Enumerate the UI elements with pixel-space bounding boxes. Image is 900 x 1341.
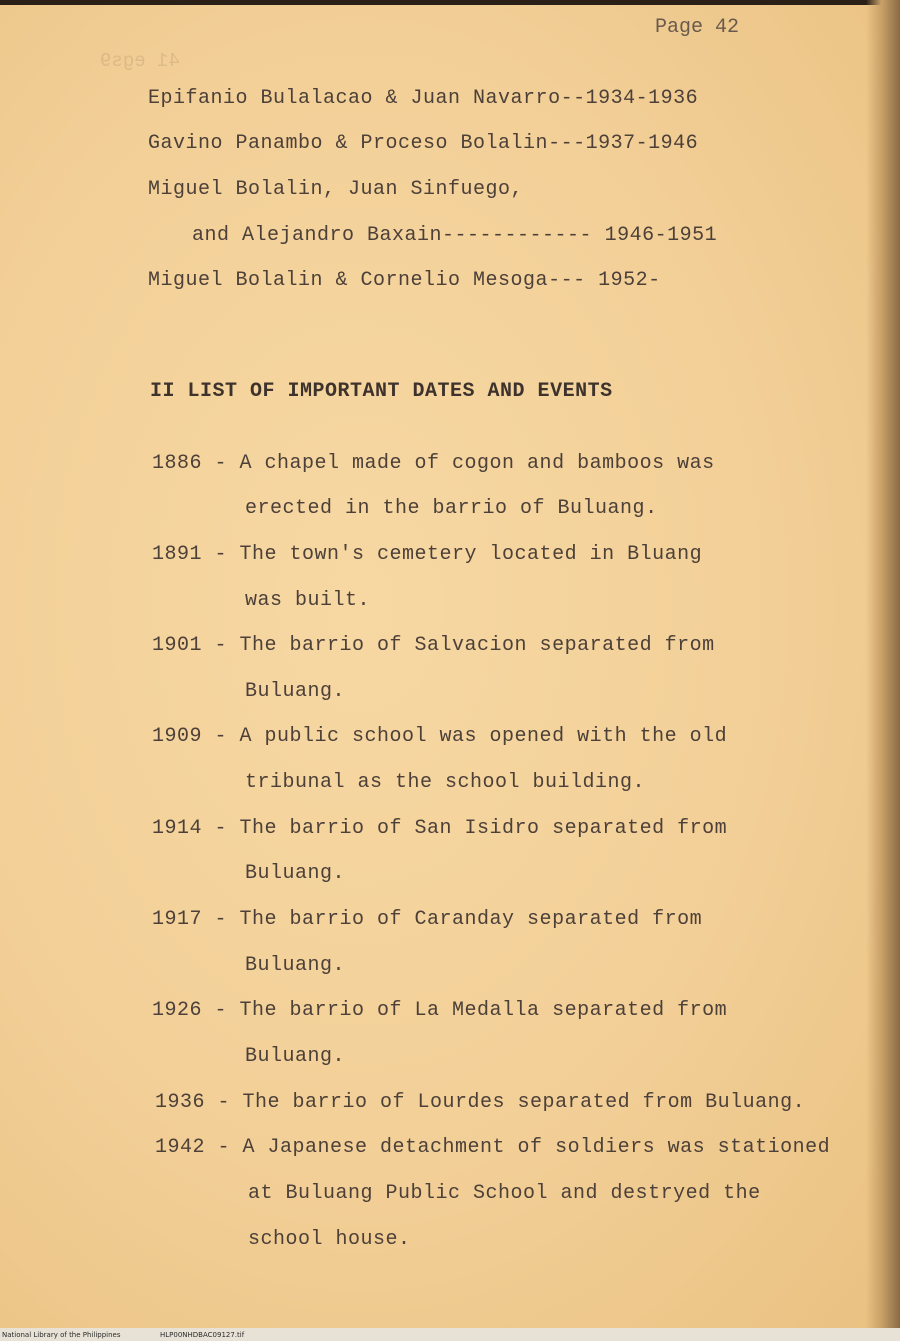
event-1901-line-2: Buluang. xyxy=(245,680,346,703)
event-1926-line-2: Buluang. xyxy=(245,1045,346,1068)
event-1886-line-1: 1886 - A chapel made of cogon and bamboos was xyxy=(152,452,715,475)
officials-line-3: Miguel Bolalin, Juan Sinfuego, xyxy=(148,178,524,201)
scan-footer-band xyxy=(0,1328,900,1341)
event-1917-line-1: 1917 - The barrio of Caranday separated from xyxy=(152,908,703,931)
event-1926-line-1: 1926 - The barrio of La Medalla separated from xyxy=(152,999,728,1022)
footer-source: National Library of the Philippines xyxy=(2,1331,121,1339)
event-1942-line-1: 1942 - A Japanese detachment of soldiers was stationed xyxy=(155,1136,831,1159)
event-1942-line-3: school house. xyxy=(248,1228,411,1251)
event-1901-line-1: 1901 - The barrio of Salvacion separated from xyxy=(152,634,715,657)
event-1891-line-2: was built. xyxy=(245,589,371,612)
event-1909-line-2: tribunal as the school building. xyxy=(245,771,646,794)
officials-line-2: Gavino Panambo & Proceso Bolalin---1937-1946 xyxy=(148,132,699,155)
officials-line-4: and Alejandro Baxain------------ 1946-1951 xyxy=(192,224,718,247)
officials-line-5: Miguel Bolalin & Cornelio Mesoga--- 1952- xyxy=(148,269,661,292)
bleed-through-mark: 41 egs9 xyxy=(100,50,180,72)
event-1914-line-1: 1914 - The barrio of San Isidro separated from xyxy=(152,817,728,840)
page-number: Page 42 xyxy=(655,16,740,39)
event-1909-line-1: 1909 - A public school was opened with the old xyxy=(152,725,728,748)
event-1914-line-2: Buluang. xyxy=(245,862,346,885)
scan-top-border xyxy=(0,0,900,5)
event-1917-line-2: Buluang. xyxy=(245,954,346,977)
officials-line-1: Epifanio Bulalacao & Juan Navarro--1934-1936 xyxy=(148,87,699,110)
footer-filename: HLP00NHDBAC09127.tif xyxy=(160,1331,245,1339)
scan-right-edge xyxy=(866,0,900,1341)
event-1886-line-2: erected in the barrio of Buluang. xyxy=(245,497,658,520)
event-1936-line-1: 1936 - The barrio of Lourdes separated from Buluang. xyxy=(155,1091,806,1114)
event-1942-line-2: at Buluang Public School and destryed the xyxy=(248,1182,761,1205)
section-heading: II LIST OF IMPORTANT DATES AND EVENTS xyxy=(150,380,613,403)
event-1891-line-1: 1891 - The town's cemetery located in Bluang xyxy=(152,543,703,566)
